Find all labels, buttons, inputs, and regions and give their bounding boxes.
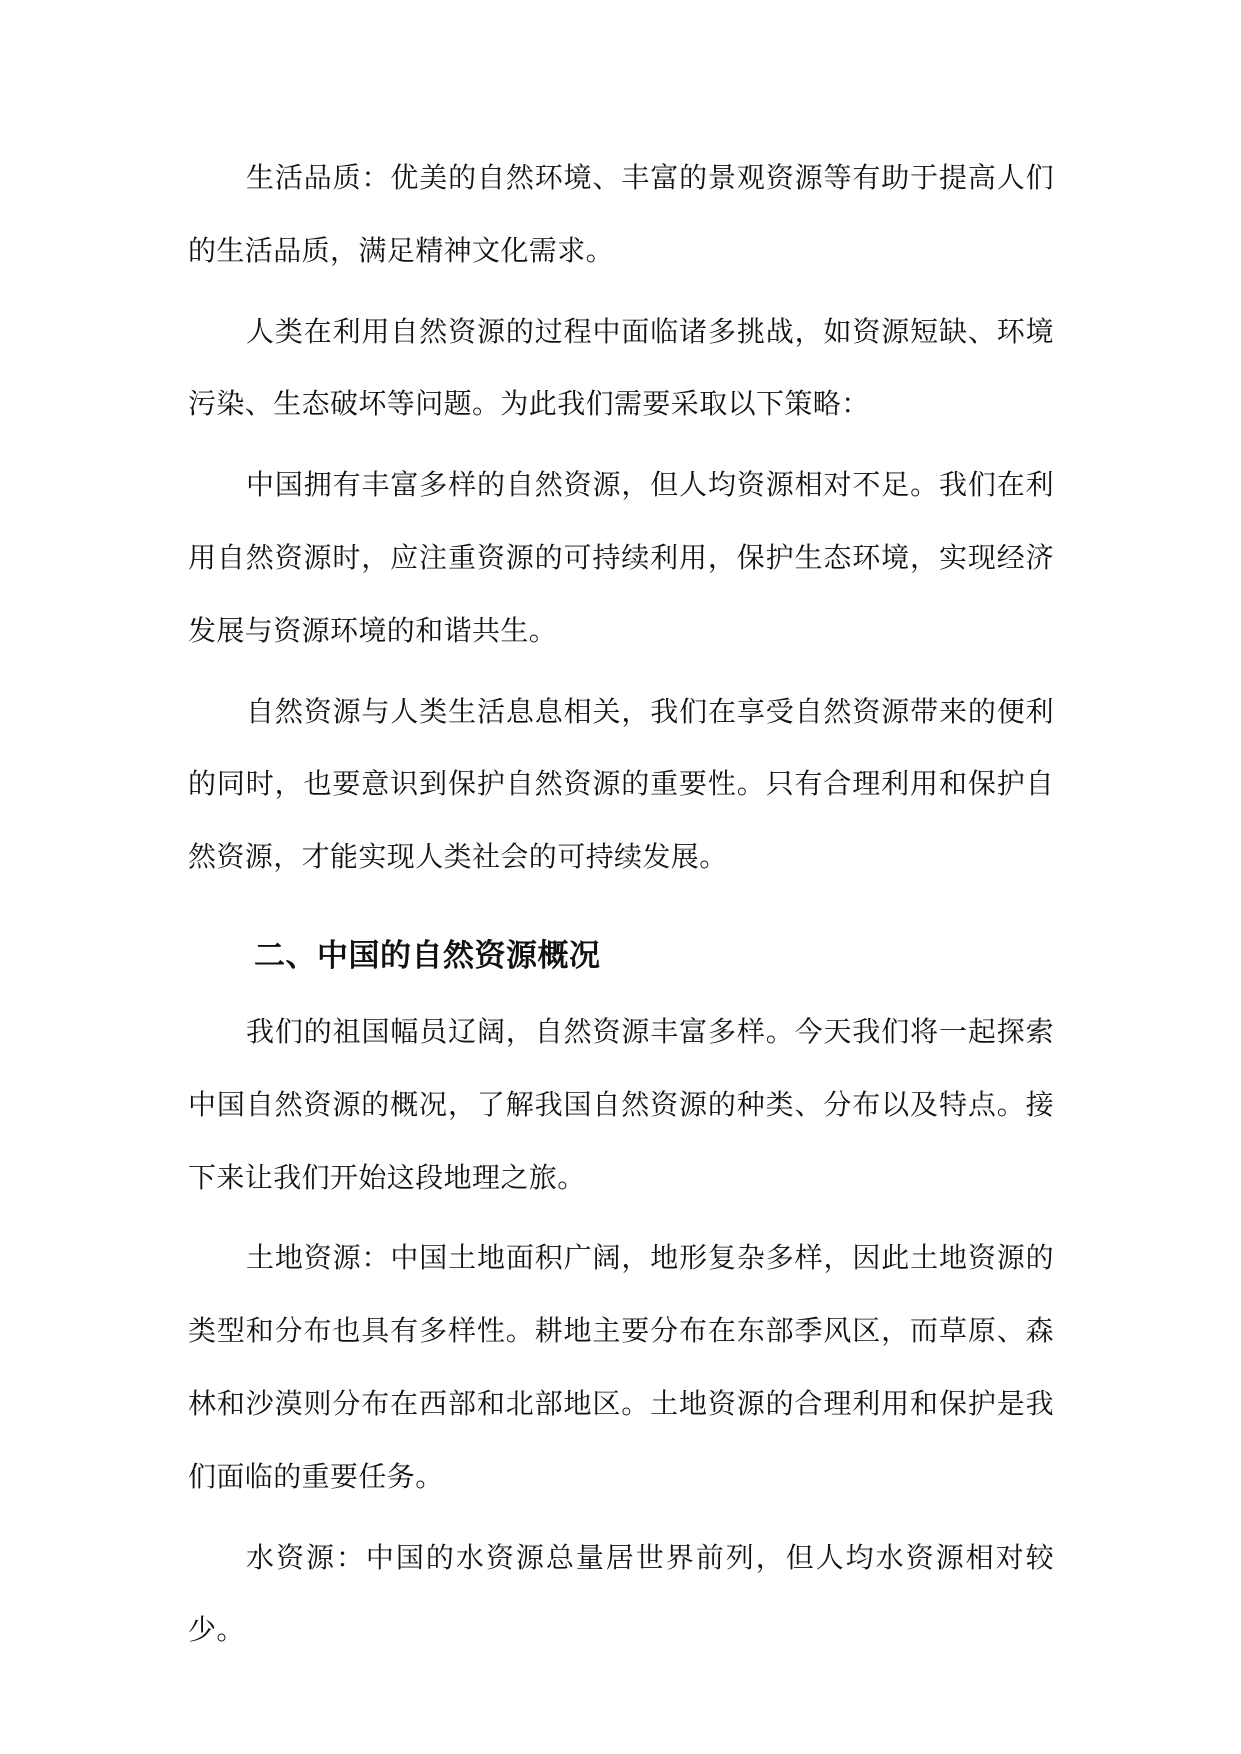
paragraph-intro: 我们的祖国幅员辽阔，自然资源丰富多样。今天我们将一起探索中国自然资源的概况，了解我国自然资源的种类、分布以及特点。接下来让我们开始这段地理之旅。 (188, 1014, 1054, 1194)
paragraph-water-resources: 水资源：中国的水资源总量居世界前列，但人均水资源相对较少。 (188, 1540, 1054, 1647)
section-heading: 二、中国的自然资源概况 (254, 937, 601, 974)
document-body (188, 142, 1054, 1675)
paragraph-land-resources: 土地资源：中国土地面积广阔，地形复杂多样，因此土地资源的类型和分布也具有多样性。耕地主要分布在东部季风区，而草原、森林和沙漠则分布在西部和北部地区。土地资源的合理利用和保护是我们面临的重要任务。 (188, 1241, 1054, 1493)
paragraph-conclusion: 自然资源与人类生活息息相关，我们在享受自然资源带来的便利的同时，也要意识到保护自然资源的重要性。只有合理利用和保护自然资源，才能实现人类社会的可持续发展。 (188, 694, 1054, 874)
paragraph-life-quality: 生活品质：优美的自然环境、丰富的景观资源等有助于提高人们的生活品质，满足精神文化需求。 (188, 161, 1054, 267)
paragraph-china-resources: 中国拥有丰富多样的自然资源，但人均资源相对不足。我们在利用自然资源时，应注重资源的可持续利用，保护生态环境，实现经济发展与资源环境的和谐共生。 (188, 468, 1054, 647)
paragraph-challenges: 人类在利用自然资源的过程中面临诸多挑战，如资源短缺、环境污染、生态破坏等问题。为此我们需要采取以下策略： (188, 314, 1054, 421)
